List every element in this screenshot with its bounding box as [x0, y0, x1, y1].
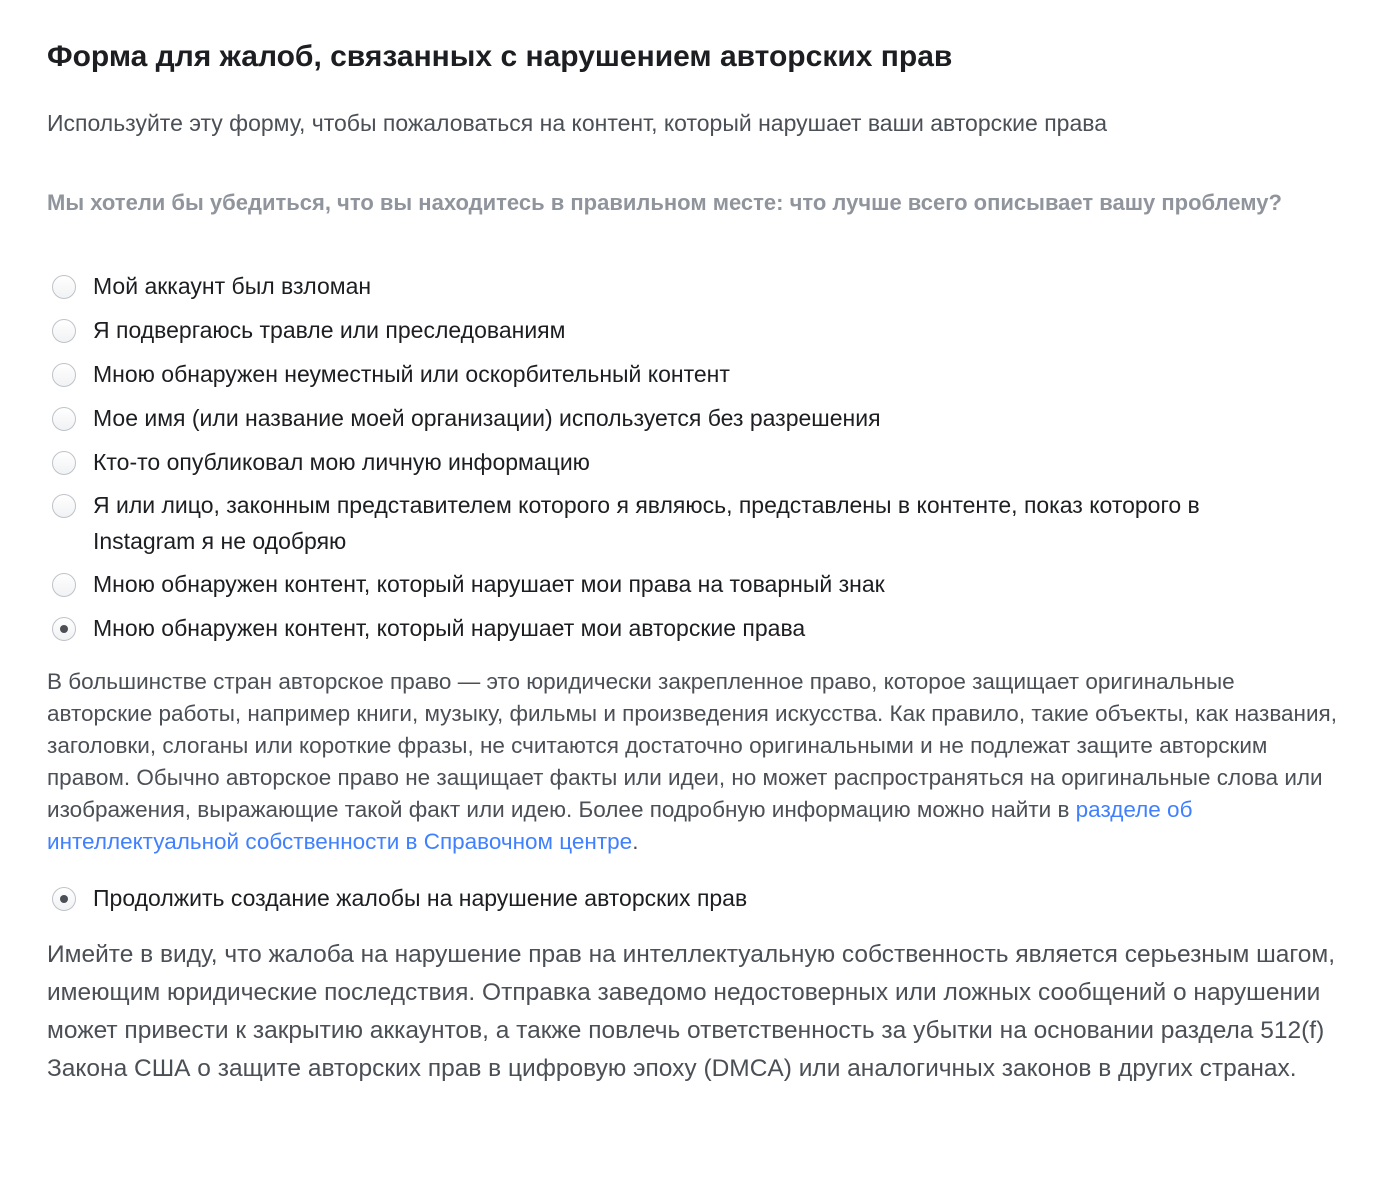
radio-button[interactable]	[52, 494, 76, 518]
radio-button-selected[interactable]	[52, 887, 76, 911]
option-label: Мое имя (или название моей организации) используется без разрешения	[93, 405, 881, 431]
option-label: Я подвергаюсь травле или преследованиям	[93, 317, 566, 343]
radio-button[interactable]	[52, 407, 76, 431]
option-account-hacked[interactable]	[52, 274, 1273, 304]
option-label: Мною обнаружен неуместный или оскорбительный контент	[93, 361, 730, 387]
help-center-ip-link[interactable]: разделе об интеллектуальной собственности в Справочном центре	[47, 797, 1193, 854]
option-continue-copyright-report[interactable]	[52, 886, 1273, 916]
radio-button[interactable]	[52, 363, 76, 387]
radio-button[interactable]	[52, 319, 76, 343]
option-label: Мною обнаружен контент, который нарушает мои авторские права	[93, 615, 806, 641]
option-label: Продолжить создание жалобы на нарушение авторских прав	[93, 885, 748, 911]
question-heading: Мы хотели бы убедиться, что вы находитесь в правильном месте: что лучше всего описывает вашу проблему?	[47, 190, 1282, 215]
legal-warning-paragraph: Имейте в виду, что жалоба на нарушение прав на интеллектуальную собственность является серьезным шагом, имеющим юридические последствия. Отправка заведомо недостоверных или ложных сообщений о нарушении может привести к закрытию аккаунтов, а также повлечь ответственность за убытки на основании раздела 512(f) Закона США о защите авторских прав в цифровую эпоху (DMCA) или аналогичных законов в других странах.	[47, 941, 1336, 1082]
option-inappropriate-content[interactable]	[52, 362, 1273, 392]
option-label: Мною обнаружен контент, который нарушает мои права на товарный знак	[93, 571, 885, 597]
copyright-info-paragraph	[47, 666, 1337, 858]
info-text: В большинстве стран авторское право — это юридически закрепленное право, которое защищает оригинальные авторские работы, например книги, музыку, фильмы и произведения искусства. Как правило, такие объекты, как названия, заголовки, слоганы или короткие фразы, не считаются достаточно оригинальными и не подлежат защите авторским правом. Обычно авторское право не защищает факты или идеи, но может распространяться на оригинальные слова или изображения, выражающие такой факт или идею. Более подробную информацию можно найти в	[47, 669, 1337, 822]
option-label: Я или лицо, законным представителем которого я являюсь, представлены в контенте, показ которого в Instagram я не одобряю	[93, 492, 1200, 554]
option-harassment[interactable]	[52, 318, 1273, 348]
option-personal-info-published[interactable]	[52, 450, 1273, 480]
option-label: Кто-то опубликовал мою личную информацию	[93, 449, 590, 475]
option-copyright-infringement[interactable]	[52, 616, 1273, 646]
option-unapproved-depiction[interactable]	[52, 493, 1273, 559]
page-subtitle: Используйте эту форму, чтобы пожаловаться на контент, который нарушает ваши авторские права	[47, 110, 1107, 136]
option-trademark-infringement[interactable]	[52, 572, 1273, 602]
radio-button[interactable]	[52, 573, 76, 597]
radio-button-selected[interactable]	[52, 617, 76, 641]
radio-button[interactable]	[52, 275, 76, 299]
option-label: Мой аккаунт был взломан	[93, 273, 372, 299]
option-name-used-without-permission[interactable]	[52, 406, 1273, 436]
radio-button[interactable]	[52, 451, 76, 475]
info-text-end: .	[632, 829, 639, 854]
page-title: Форма для жалоб, связанных с нарушением авторских прав	[47, 40, 953, 73]
